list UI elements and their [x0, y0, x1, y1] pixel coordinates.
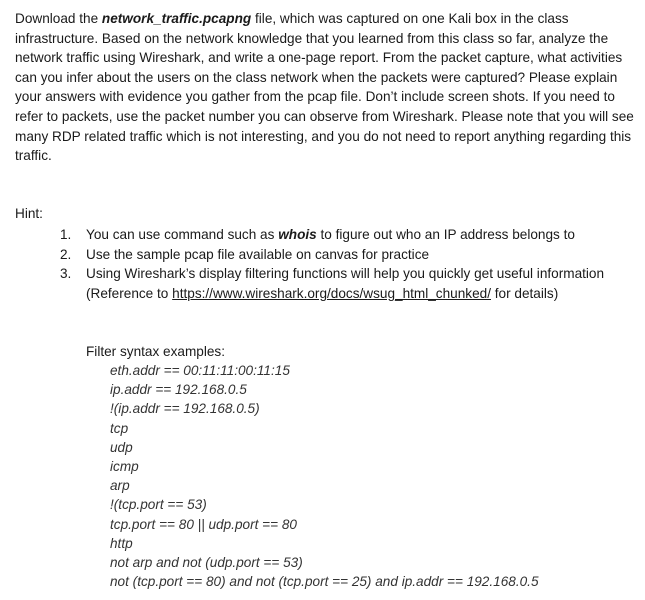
hint-text: You can use command such as [86, 227, 279, 242]
wireshark-docs-link[interactable]: https://www.wireshark.org/docs/wsug_html_chunked/ [172, 285, 491, 301]
filter-example: tcp.port == 80 || udp.port == 80 [110, 516, 297, 532]
filter-example: not arp and not (udp.port == 53) [110, 555, 303, 571]
hint-number: 2. [60, 246, 72, 262]
hint-number: 1. [60, 227, 72, 242]
intro-prefix: Download the [15, 11, 102, 26]
filter-example: !(ip.addr == 192.168.0.5) [110, 401, 260, 417]
hint-list [60, 225, 630, 303]
filter-examples-list [110, 361, 539, 591]
filter-example: http [110, 535, 133, 551]
hint-number: 3. [60, 266, 72, 282]
hint-text: Use the sample pcap file available on canvas for practice [86, 246, 430, 262]
filter-example: udp [110, 439, 133, 455]
filter-example: arp [110, 478, 130, 494]
filter-example: ip.addr == 192.168.0.5 [110, 382, 247, 398]
filter-example: !(tcp.port == 53) [110, 497, 207, 513]
hint-item [60, 264, 630, 303]
filter-example: tcp [110, 420, 129, 436]
filter-example: eth.addr == 00:11:11:00:11:15 [110, 363, 290, 378]
pcap-filename: network_traffic.pcapng [101, 11, 252, 26]
assignment-paragraph [15, 9, 637, 166]
filter-example: not (tcp.port == 80) and not (tcp.port == 25) and ip.addr == 192.168.0.5 [110, 574, 539, 590]
whois-command: whois [278, 227, 317, 242]
hint-item [60, 225, 630, 245]
hint-label: Hint: [15, 206, 43, 221]
hint-text: for details) [490, 285, 559, 301]
hint-text: Using Wireshark’s display filtering functions will help you quickly get useful information (Reference to [86, 266, 605, 301]
hint-item [60, 245, 630, 265]
filter-examples-title: Filter syntax examples: [86, 344, 226, 359]
intro-body: file, which was captured on one Kali box in the class infrastructure. Based on the network knowledge that you learned from this class so far, analyze the network traffic using Wireshark, and write a one-page report. From the packet capture, what activities can you infer about the users on the class network when the packets were captured? Please explain your answers with evidence you gather from the pcap file. Don’t include screen shots. If you need to refer to packets, use the packet number you can observe from Wireshark. Please note that you will see many RDP related traffic which is not interesting, and you do not need to report anything regarding this traffic. [15, 11, 634, 164]
filter-example: icmp [110, 459, 139, 475]
hint-text: to figure out who an IP address belongs to [316, 227, 575, 242]
